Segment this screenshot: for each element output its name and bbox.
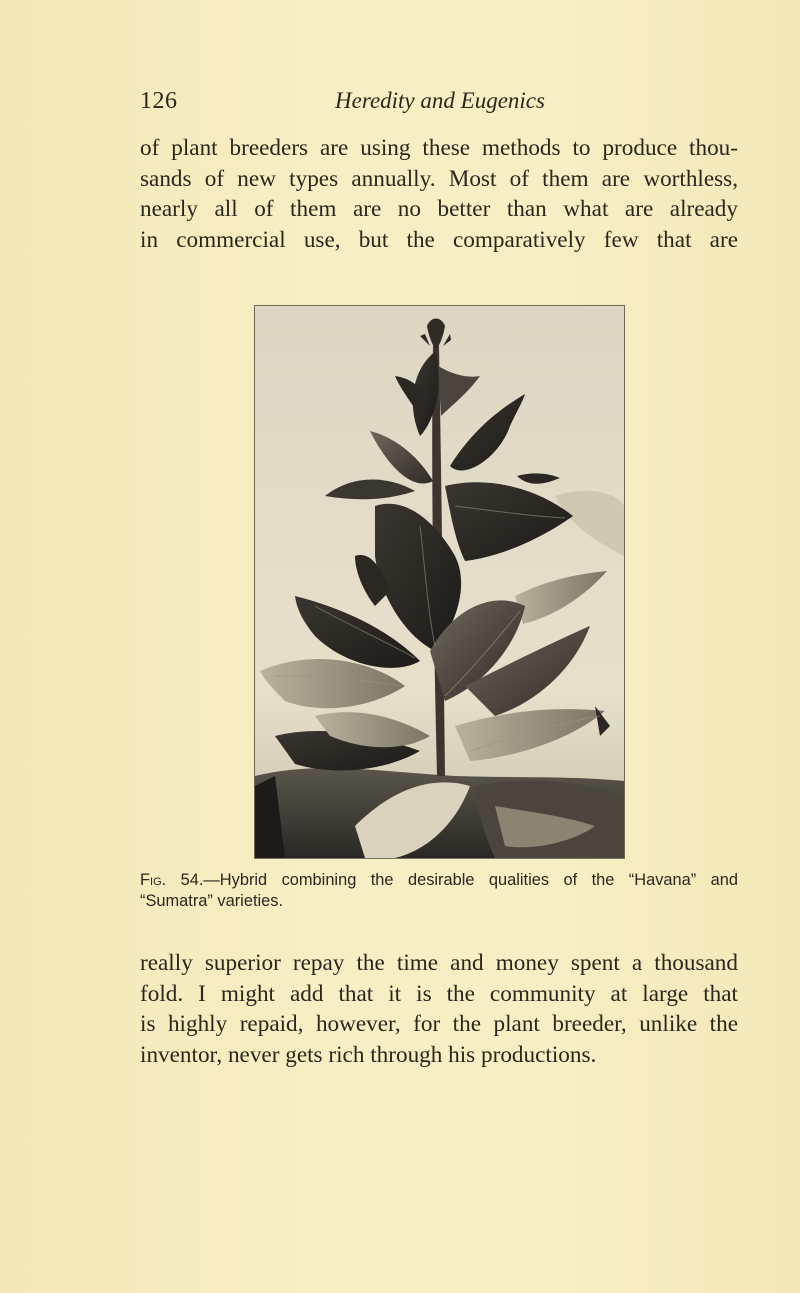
text-line: in commercial use, but the comparatively few that are xyxy=(140,226,738,253)
caption-line-2: “Sumatra” varieties. xyxy=(140,892,284,910)
text-line: really superior repay the time and money spent a thousand xyxy=(140,950,738,976)
figure-caption xyxy=(140,870,738,912)
text-line: inventor, never gets rich through his productions. xyxy=(140,1041,597,1068)
figure-label: Fig. 54. xyxy=(140,871,204,889)
page-number: 126 xyxy=(140,88,178,114)
running-title: Heredity and Eugenics xyxy=(335,88,545,113)
paragraph-top xyxy=(140,133,738,255)
text-line: nearly all of them are no better than what are already xyxy=(140,196,738,222)
text-line: sands of new types annually. Most of them are worthless, xyxy=(140,165,738,192)
running-head xyxy=(140,88,740,118)
tobacco-plant-photograph xyxy=(254,305,625,859)
text-line: of plant breeders are using these methods to produce thou- xyxy=(140,135,738,161)
text-line: is highly repaid, however, for the plant breeder, unlike the xyxy=(140,1011,738,1037)
caption-line-1 xyxy=(140,870,738,891)
caption-text-1: —Hybrid combining the desirable qualities of the “Havana” and xyxy=(203,871,738,889)
figure-bottom-rule xyxy=(254,858,625,859)
text-line: fold. I might add that it is the community at large that xyxy=(140,980,738,1007)
paragraph-bottom xyxy=(140,948,738,1070)
